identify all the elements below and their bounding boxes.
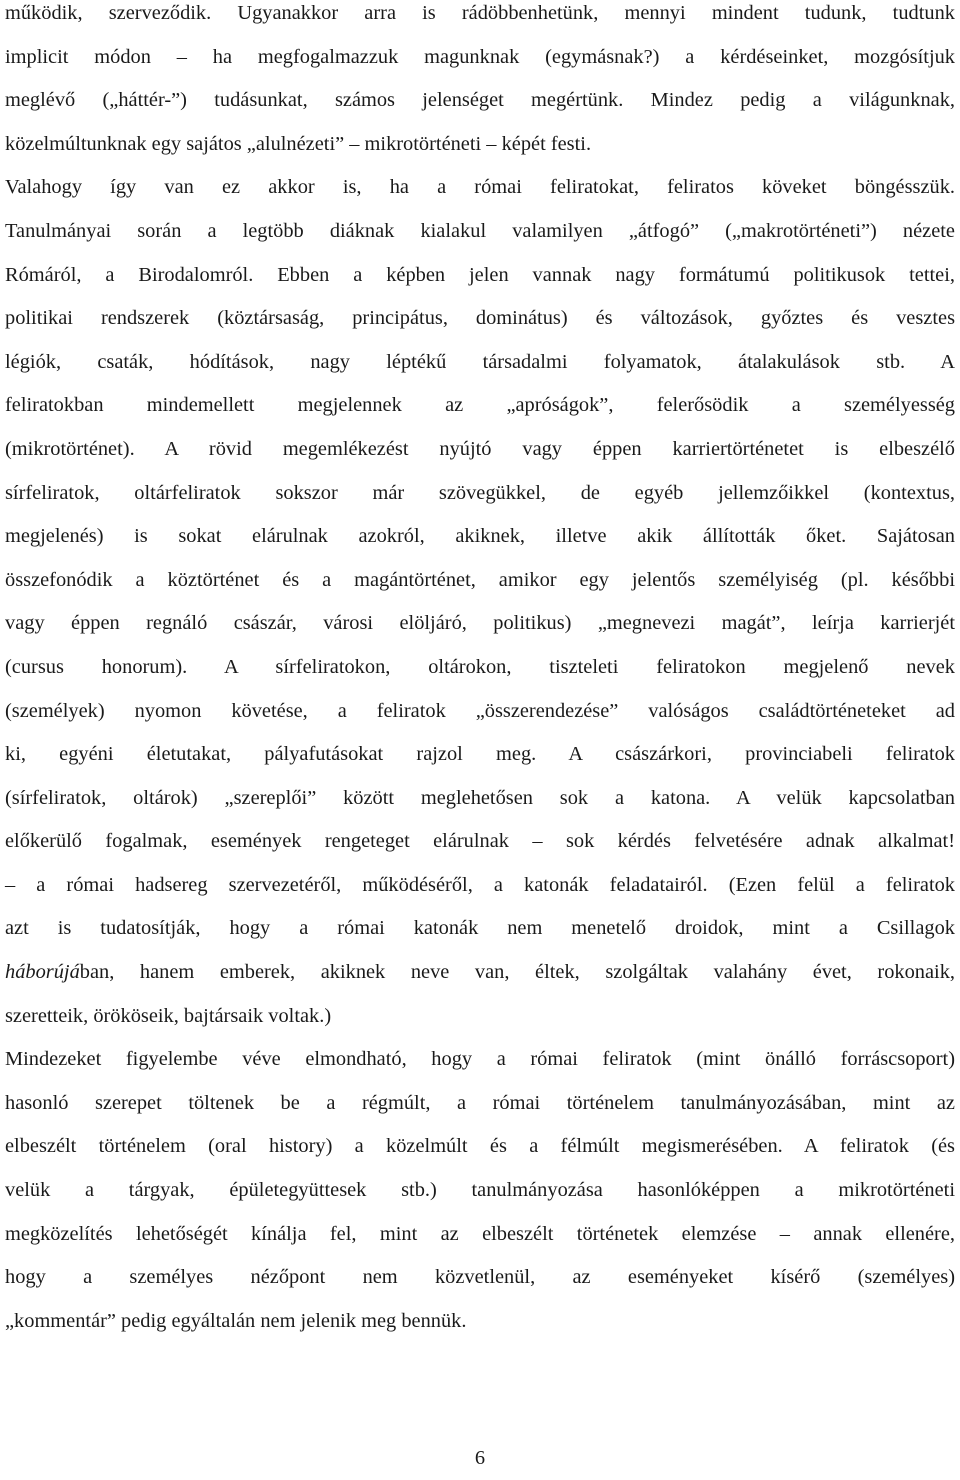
text-segment: (mikrotörténet). A rövid megemlékezést nyújtó vagy éppen karriertörténetet is elbeszélő: [5, 437, 955, 460]
text-segment: ban, hanem emberek, akiknek neve van, éltek, szolgáltak valahány évet, rokonaik,: [79, 961, 955, 984]
text-line: [5, 166, 955, 210]
text-line: [5, 777, 955, 821]
text-segment: velük a tárgyak, épületegyüttesek stb.) tanulmányozása hasonlóképpen a mikrotörténeti: [5, 1179, 955, 1202]
text-line: [5, 0, 955, 36]
text-segment: (cursus honorum). A sírfeliratokon, oltárokon, tiszteleti feliratokon megjelenő nevek: [5, 655, 955, 678]
document-page: [5, 0, 955, 1343]
text-line: [5, 123, 955, 167]
text-line: [5, 646, 955, 690]
text-line: [5, 472, 955, 516]
text-line: [5, 1300, 955, 1344]
text-line: [5, 79, 955, 123]
text-segment: Mindezeket figyelembe véve elmondható, hogy a római feliratok (mint önálló forráscsoport): [5, 1048, 955, 1071]
text-line: [5, 341, 955, 385]
text-segment: (sírfeliratok, oltárok) „szereplői” között meglehetősen sok a katona. A velük kapcsolatban: [5, 786, 955, 809]
text-line: [5, 907, 955, 951]
text-line: [5, 1256, 955, 1300]
text-line: [5, 602, 955, 646]
document-body: [5, 0, 955, 1343]
text-line: [5, 1038, 955, 1082]
text-segment: ki, egyéni életutakat, pályafutásokat rajzol meg. A császárkori, provinciabeli feliratok: [5, 743, 955, 766]
text-segment: implicit módon – ha megfogalmazzuk magunknak (egymásnak?) a kérdéseinket, mozgósítjuk: [5, 45, 955, 68]
text-line: [5, 297, 955, 341]
text-line: [5, 428, 955, 472]
text-segment: Valahogy így van ez akkor is, ha a római feliratokat, feliratos köveket böngésszük.: [5, 176, 955, 199]
text-line: [5, 951, 955, 995]
text-segment: közelmúltunknak egy sajátos „alulnézeti” – mikrotörténeti – képét festi.: [5, 132, 592, 155]
text-segment: meglévő („háttér-”) tudásunkat, számos jelenséget megértünk. Mindez pedig a világunknak,: [5, 89, 955, 112]
text-segment: légiók, csaták, hódítások, nagy léptékű társadalmi folyamatok, átalakulások stb. A: [5, 350, 955, 373]
text-line: [5, 559, 955, 603]
text-line: [5, 690, 955, 734]
text-segment: elbeszélt történelem (oral history) a közelmúlt és a félmúlt megismerésében. A feliratok (és: [5, 1135, 955, 1158]
text-line: [5, 254, 955, 298]
text-segment: azt is tudatosítják, hogy a római katonák nem menetelő droidok, mint a Csillagok: [5, 917, 955, 940]
page-number: 6: [474, 1447, 486, 1469]
text-segment: megközelítés lehetőségét kínálja fel, mint az elbeszélt történetek elemzése – annak ellenére,: [5, 1222, 955, 1245]
text-segment: működik, szerveződik. Ugyanakkor arra is rádöbbenhetünk, mennyi mindent tudunk, tudtunk: [5, 2, 955, 24]
text-segment: Rómáról, a Birodalomról. Ebben a képben jelen vannak nagy formátumú politikusok tettei,: [5, 263, 955, 286]
text-segment: „kommentár” pedig egyáltalán nem jelenik meg bennük.: [5, 1309, 467, 1332]
text-segment: – a római hadsereg szervezetéről, működéséről, a katonák feladatairól. (Ezen felül a feliratok: [5, 873, 955, 896]
italic-text-segment: háborújá: [5, 961, 80, 984]
text-segment: előkerülő fogalmak, események rengeteget elárulnak – sok kérdés felvetésére adnak alkalmat!: [5, 830, 955, 853]
text-line: [5, 515, 955, 559]
text-segment: (személyek) nyomon követése, a feliratok „összerendezése” valóságos családtörténeteket ad: [5, 699, 955, 722]
text-line: [5, 36, 955, 80]
text-line: [5, 820, 955, 864]
text-segment: megjelenés) is sokat elárulnak azokról, akiknek, illetve akik állították őket. Sajátosan: [5, 525, 955, 548]
text-segment: sírfeliratok, oltárfeliratok sokszor már szövegükkel, de egyéb jellemzőikkel (kontextus,: [5, 481, 955, 504]
text-segment: feliratokban mindemellett megjelennek az „apróságok”, felerősödik a személyesség: [5, 394, 955, 417]
text-segment: összefonódik a köztörténet és a magántörténet, amikor egy jelentős személyiség (pl. későbbi: [5, 568, 955, 591]
text-line: [5, 1125, 955, 1169]
text-segment: szeretteik, örököseik, bajtársaik voltak.): [5, 1004, 332, 1027]
text-line: [5, 384, 955, 428]
text-segment: Tanulmányai során a legtöbb diáknak kialakul valamilyen „átfogó” („makrotörténeti”) nézete: [5, 219, 955, 242]
text-line: [5, 733, 955, 777]
text-segment: vagy éppen regnáló császár, városi elöljáró, politikus) „megnevezi magát”, leírja karrierjét: [5, 612, 955, 635]
text-segment: hasonló szerepet töltenek be a régmúlt, a római történelem tanulmányozásában, mint az: [5, 1091, 955, 1114]
text-line: [5, 1213, 955, 1257]
text-segment: hogy a személyes nézőpont nem közvetlenül, az eseményeket kísérő (személyes): [5, 1266, 955, 1289]
text-line: [5, 995, 955, 1039]
text-line: [5, 1169, 955, 1213]
text-segment: politikai rendszerek (köztársaság, principátus, dominátus) és változások, győztes és vesztes: [5, 307, 955, 330]
text-line: [5, 1082, 955, 1126]
text-line: [5, 864, 955, 908]
text-line: [5, 210, 955, 254]
